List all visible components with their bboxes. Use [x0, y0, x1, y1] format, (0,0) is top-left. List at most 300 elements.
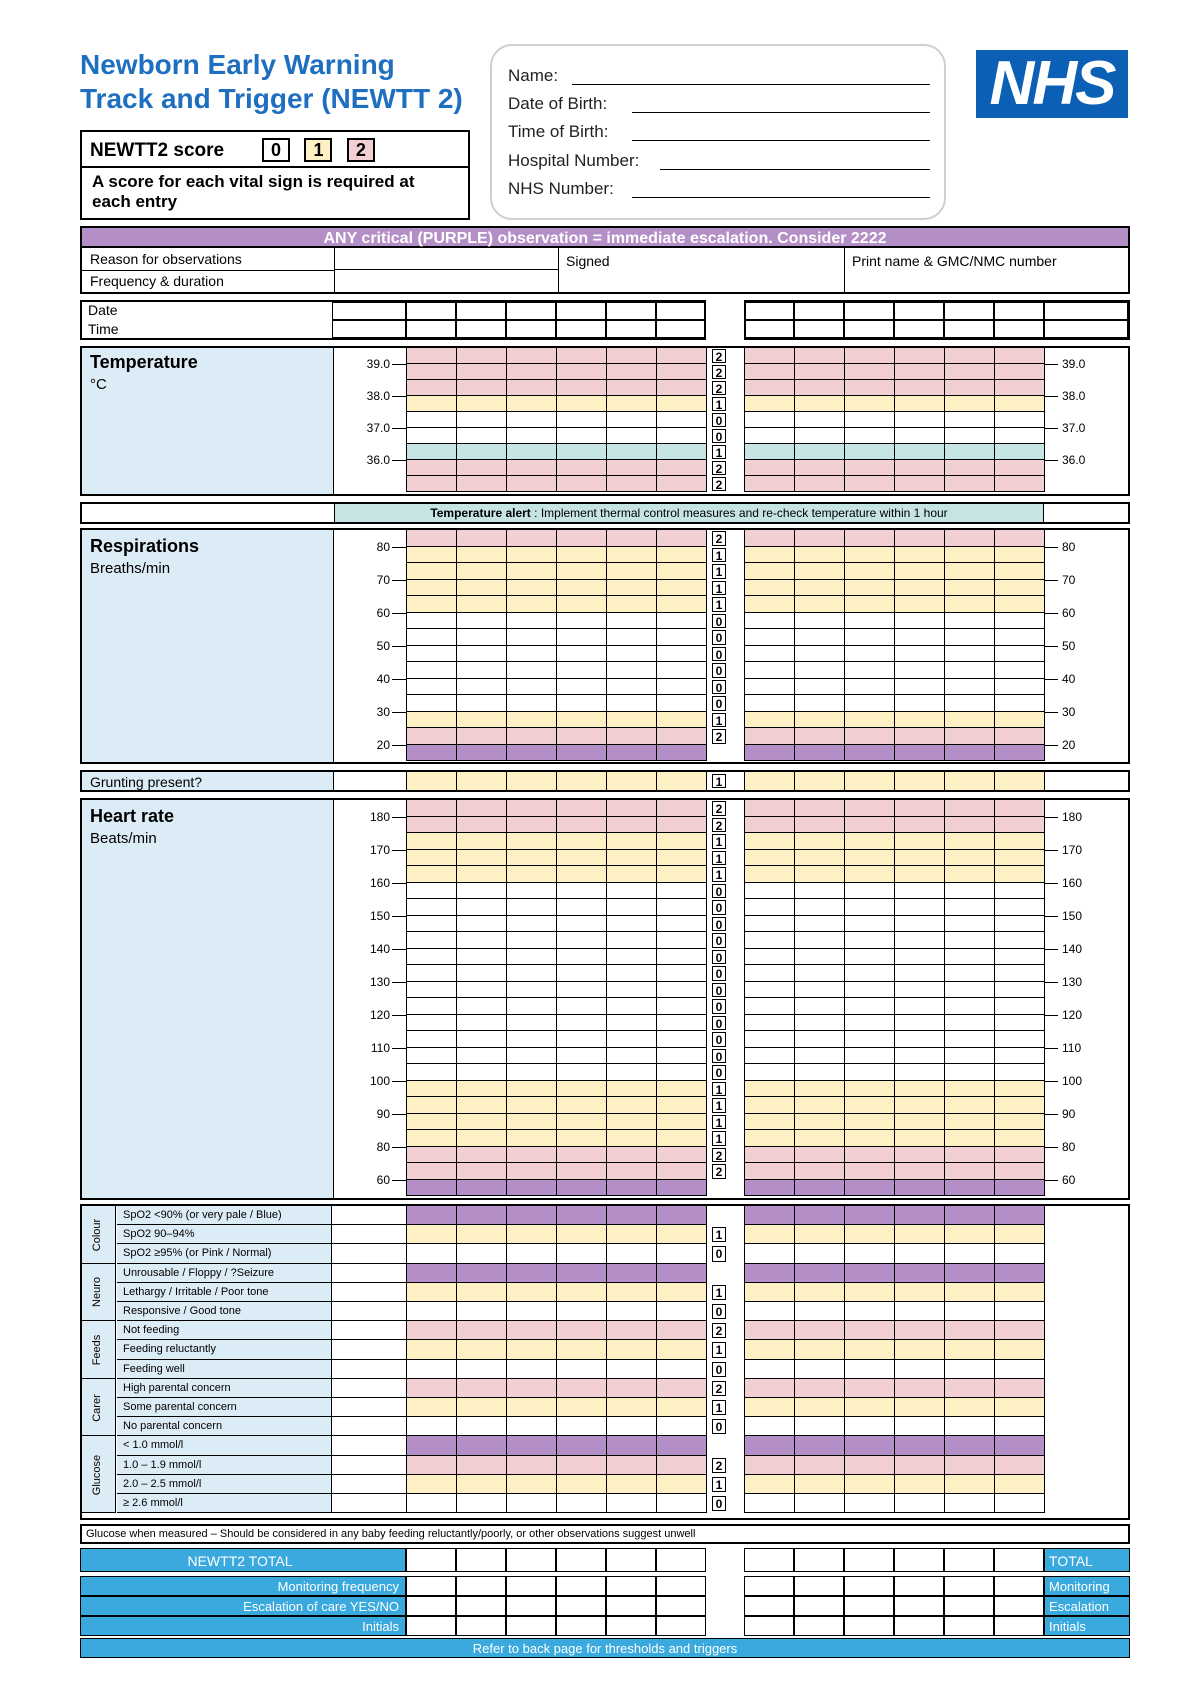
- respirations-tick-label: 30: [376, 704, 390, 719]
- grid-line: [794, 800, 795, 1196]
- initials-cell[interactable]: [506, 1616, 556, 1636]
- total-cell[interactable]: [506, 1548, 556, 1572]
- heart-rate-score: 2: [712, 1148, 726, 1163]
- tick-mark: [392, 883, 406, 884]
- grid-line: [706, 772, 707, 790]
- time-cell[interactable]: [406, 320, 456, 338]
- tick-mark: [392, 460, 406, 461]
- grid-line: [506, 530, 507, 761]
- category-group: [82, 1379, 116, 1437]
- respirations-title: Respirations: [90, 536, 200, 556]
- tick-mark: [392, 580, 406, 581]
- escalation-cell[interactable]: [656, 1596, 706, 1616]
- escalation-label-right: Escalation: [1044, 1596, 1130, 1616]
- respirations-score: 0: [712, 647, 726, 662]
- time-cell[interactable]: [556, 320, 606, 338]
- heart-rate-score: 1: [712, 1082, 726, 1097]
- dob-field[interactable]: [632, 112, 930, 113]
- temperature-score: 0: [712, 413, 726, 427]
- requirement-note: A score for each vital sign is required at each entry: [92, 172, 415, 211]
- grid-line: [744, 1206, 745, 1513]
- grid-line: [406, 772, 407, 790]
- date-cell[interactable]: [944, 302, 994, 320]
- tick-mark: [392, 982, 406, 983]
- grid-line: [456, 772, 457, 790]
- escalation-cell[interactable]: [744, 1596, 794, 1616]
- respirations-tick-label: 40: [376, 671, 390, 686]
- heart-rate-tick-label: 130: [1062, 974, 1083, 989]
- initials-cell[interactable]: [606, 1616, 656, 1636]
- time-cell[interactable]: [944, 320, 994, 338]
- escalation-cell[interactable]: [606, 1596, 656, 1616]
- escalation-cell[interactable]: [506, 1596, 556, 1616]
- tick-mark: [392, 1114, 406, 1115]
- tick-mark: [392, 547, 406, 548]
- category-score: 0: [712, 1304, 726, 1319]
- category-score: 1: [712, 1285, 726, 1300]
- grid-line: [606, 800, 607, 1196]
- monitoring-cell[interactable]: [794, 1576, 844, 1596]
- grid-line: [406, 1206, 407, 1513]
- category-score: 1: [712, 1227, 726, 1242]
- grid-line: [706, 530, 707, 761]
- category-blank-cell[interactable]: [332, 1360, 406, 1379]
- category-blank-cell[interactable]: [332, 1417, 406, 1436]
- initials-cell[interactable]: [994, 1616, 1044, 1636]
- respirations-score: 1: [712, 548, 726, 563]
- heart-rate-score: 1: [712, 1098, 726, 1113]
- category-blank-cell[interactable]: [332, 1321, 406, 1340]
- category-blank-cell[interactable]: [332, 1206, 406, 1225]
- respirations-tick-label: 70: [376, 572, 390, 587]
- grid-line: [406, 800, 407, 1196]
- total-cell[interactable]: [994, 1548, 1044, 1572]
- time-cell[interactable]: [994, 320, 1044, 338]
- temperature-score: 2: [712, 381, 726, 395]
- grid-line: [944, 530, 945, 761]
- grid-line: [406, 530, 407, 761]
- score-chip-0: 0: [262, 138, 290, 162]
- time-cell[interactable]: [794, 320, 844, 338]
- category-blank-cell[interactable]: [332, 1494, 406, 1513]
- temperature-score: 1: [712, 397, 726, 411]
- total-cell[interactable]: [606, 1548, 656, 1572]
- heart-rate-score: 1: [712, 1131, 726, 1146]
- date-cell[interactable]: [656, 302, 706, 320]
- tick-mark: [1044, 916, 1058, 917]
- monitoring-cell[interactable]: [744, 1576, 794, 1596]
- initials-cell[interactable]: [894, 1616, 944, 1636]
- date-cell[interactable]: [406, 302, 456, 320]
- heart-rate-tick-label: 90: [376, 1106, 390, 1121]
- grid-line: [894, 348, 895, 492]
- initials-cell[interactable]: [844, 1616, 894, 1636]
- grid-line: [456, 800, 457, 1196]
- tick-mark: [392, 745, 406, 746]
- category-row-label: Lethargy / Irritable / Poor tone: [117, 1283, 332, 1302]
- grid-line: [794, 348, 795, 492]
- respirations-tick-label: 50: [1062, 638, 1076, 653]
- grid-line: [556, 800, 557, 1196]
- total-label-right: TOTAL: [1044, 1548, 1130, 1572]
- category-group-label: Carer: [91, 1393, 103, 1422]
- time-cell[interactable]: [332, 320, 406, 338]
- heart-rate-score: 2: [712, 818, 726, 833]
- nhs-number-field[interactable]: [632, 197, 930, 198]
- category-blank-cell[interactable]: [332, 1340, 406, 1359]
- temperature-alert-text: Implement thermal control measures and re-check temperature within 1 hour: [540, 506, 948, 520]
- heart-rate-tick-label: 60: [1062, 1172, 1076, 1187]
- grid-line: [1044, 772, 1045, 790]
- temperature-score: 2: [712, 365, 726, 379]
- patient-name-field[interactable]: [572, 84, 930, 85]
- frequency-field[interactable]: [335, 271, 558, 292]
- temperature-tick-label: 38.0: [366, 389, 390, 403]
- escalation-cell[interactable]: [844, 1596, 894, 1616]
- nhs-logo: NHS: [976, 50, 1128, 118]
- time-cell[interactable]: [744, 320, 794, 338]
- category-row-label: 1.0 – 1.9 mmol/l: [117, 1456, 332, 1475]
- category-row-label: ≥ 2.6 mmol/l: [117, 1494, 332, 1513]
- heart-rate-tick-label: 150: [369, 908, 390, 923]
- date-cell[interactable]: [794, 302, 844, 320]
- category-score: 1: [712, 1400, 726, 1415]
- category-score: 1: [712, 1477, 726, 1492]
- tick-mark: [1044, 883, 1058, 884]
- grid-line: [994, 772, 995, 790]
- grunting-label: Grunting present?: [90, 774, 203, 790]
- grid-line: [994, 800, 995, 1196]
- heart-rate-score: 1: [712, 867, 726, 882]
- temperature-unit: °C: [90, 376, 107, 393]
- heart-rate-title: Heart rate: [90, 806, 175, 826]
- heart-rate-score: 0: [712, 1016, 726, 1031]
- initials-cell[interactable]: [944, 1616, 994, 1636]
- monitoring-label-right: Monitoring: [1044, 1576, 1130, 1596]
- grid-line: [706, 1206, 707, 1513]
- category-blank-cell[interactable]: [332, 1475, 406, 1494]
- respirations-tick-label: 20: [1062, 737, 1076, 752]
- category-group-label: Colour: [91, 1218, 103, 1251]
- time-cell[interactable]: [844, 320, 894, 338]
- date-cell[interactable]: [844, 302, 894, 320]
- grid-line: [944, 772, 945, 790]
- temperature-alert-title: Temperature alert: [430, 506, 531, 520]
- respirations-tick-label: 40: [1062, 671, 1076, 686]
- heart-rate-tick-label: 180: [1062, 809, 1083, 824]
- tick-mark: [392, 850, 406, 851]
- escalation-cell[interactable]: [456, 1596, 506, 1616]
- total-cell[interactable]: [944, 1548, 994, 1572]
- grid-line: [1044, 348, 1045, 492]
- reason-field[interactable]: [335, 248, 558, 270]
- respirations-score: 0: [712, 696, 726, 711]
- category-blank-cell[interactable]: [332, 1302, 406, 1321]
- monitoring-cell[interactable]: [944, 1576, 994, 1596]
- escalation-cell[interactable]: [556, 1596, 606, 1616]
- category-blank-cell[interactable]: [332, 1398, 406, 1417]
- grid-line: [706, 800, 707, 1196]
- tick-mark: [392, 428, 406, 429]
- category-blank-cell[interactable]: [332, 1456, 406, 1475]
- grid-line: [744, 772, 745, 790]
- tick-mark: [1044, 712, 1058, 713]
- temperature-score: 2: [712, 477, 726, 491]
- tob-label: Time of Birth:: [508, 122, 609, 141]
- grid-line: [506, 772, 507, 790]
- heart-rate-tick-label: 180: [369, 809, 390, 824]
- grid-line: [556, 530, 557, 761]
- grid-line: [556, 348, 557, 492]
- respirations-score: 1: [712, 597, 726, 612]
- respirations-score: 0: [712, 630, 726, 645]
- grid-line: [606, 348, 607, 492]
- grid-line: [506, 1206, 507, 1513]
- category-score: 0: [712, 1362, 726, 1377]
- grid-line: [944, 348, 945, 492]
- tick-mark: [1044, 982, 1058, 983]
- initials-cell[interactable]: [456, 1616, 506, 1636]
- category-group-label: Glucose: [91, 1454, 103, 1495]
- total-cell[interactable]: [406, 1548, 456, 1572]
- heart-rate-tick-label: 170: [1062, 842, 1083, 857]
- grid-line: [844, 772, 845, 790]
- heart-rate-score: 0: [712, 884, 726, 899]
- tick-mark: [392, 679, 406, 680]
- tick-mark: [392, 396, 406, 397]
- category-row-label: < 1.0 mmol/l: [117, 1436, 332, 1455]
- date-cell[interactable]: [606, 302, 656, 320]
- date-cell[interactable]: [456, 302, 506, 320]
- tick-mark: [1044, 547, 1058, 548]
- respirations-score: 2: [712, 531, 726, 546]
- signed-label: Signed: [566, 253, 610, 269]
- tob-field[interactable]: [632, 140, 930, 141]
- category-blank-cell[interactable]: [332, 1244, 406, 1263]
- initials-cell[interactable]: [744, 1616, 794, 1636]
- tick-mark: [1044, 949, 1058, 950]
- category-blank-cell[interactable]: [332, 1283, 406, 1302]
- tick-mark: [392, 1180, 406, 1181]
- category-blank-cell[interactable]: [332, 1264, 406, 1283]
- tick-mark: [1044, 1081, 1058, 1082]
- grid-line: [606, 772, 607, 790]
- category-row-label: Feeding well: [117, 1360, 332, 1379]
- heart-rate-score: 0: [712, 917, 726, 932]
- tick-mark: [1044, 850, 1058, 851]
- grid-line: [606, 1206, 607, 1513]
- escalation-cell[interactable]: [894, 1596, 944, 1616]
- grid-line: [944, 800, 945, 1196]
- date-cell[interactable]: [332, 302, 406, 320]
- category-row-label: SpO2 <90% (or very pale / Blue): [117, 1206, 332, 1225]
- tick-mark: [1044, 428, 1058, 429]
- escalation-cell[interactable]: [994, 1596, 1044, 1616]
- grid-line: [1044, 800, 1045, 1196]
- initials-cell[interactable]: [656, 1616, 706, 1636]
- category-group: [82, 1436, 116, 1513]
- escalation-cell[interactable]: [406, 1596, 456, 1616]
- grid-line: [994, 1206, 995, 1513]
- time-cell[interactable]: [606, 320, 656, 338]
- admin-block: [80, 248, 1130, 294]
- monitoring-cell[interactable]: [506, 1576, 556, 1596]
- grid-line: [406, 348, 407, 492]
- grid-line: [944, 1206, 945, 1513]
- time-cell[interactable]: [456, 320, 506, 338]
- category-score: 0: [712, 1496, 726, 1511]
- initials-label-left: Initials: [80, 1616, 406, 1636]
- respirations-score: 0: [712, 614, 726, 629]
- heart-rate-tick-label: 80: [376, 1139, 390, 1154]
- initials-cell[interactable]: [794, 1616, 844, 1636]
- monitoring-cell[interactable]: [406, 1576, 456, 1596]
- date-cell[interactable]: [894, 302, 944, 320]
- time-cell[interactable]: [894, 320, 944, 338]
- grid-line: [844, 530, 845, 761]
- total-cell[interactable]: [844, 1548, 894, 1572]
- temperature-tick-label: 36.0: [366, 453, 390, 467]
- hospital-number-field[interactable]: [660, 169, 930, 170]
- time-cell[interactable]: [1044, 320, 1128, 338]
- grid-line: [506, 800, 507, 1196]
- grid-line: [744, 800, 745, 1196]
- grid-line: [1044, 1206, 1045, 1513]
- critical-banner: ANY critical (PURPLE) observation = immediate escalation. Consider 2222: [80, 226, 1130, 248]
- category-row-label: Some parental concern: [117, 1398, 332, 1417]
- date-cell[interactable]: [506, 302, 556, 320]
- category-score: 0: [712, 1246, 726, 1261]
- grid-line: [706, 348, 707, 492]
- category-blank-cell[interactable]: [332, 1225, 406, 1244]
- heart-rate-unit: Beats/min: [90, 830, 157, 847]
- total-cell[interactable]: [656, 1548, 706, 1572]
- grid-line: [894, 530, 895, 761]
- heart-rate-tick-label: 130: [369, 974, 390, 989]
- heart-rate-score: 1: [712, 851, 726, 866]
- category-score: 1: [712, 1342, 726, 1357]
- total-cell[interactable]: [794, 1548, 844, 1572]
- grid-line: [556, 772, 557, 790]
- score-chip-2: 2: [347, 138, 375, 162]
- tick-mark: [392, 916, 406, 917]
- time-cell[interactable]: [656, 320, 706, 338]
- heart-rate-score: 2: [712, 1164, 726, 1179]
- heart-rate-tick-label: 140: [369, 941, 390, 956]
- category-row-label: 2.0 – 2.5 mmol/l: [117, 1475, 332, 1494]
- time-cell[interactable]: [506, 320, 556, 338]
- tick-mark: [1044, 396, 1058, 397]
- total-cell[interactable]: [744, 1548, 794, 1572]
- time-label: Time: [88, 321, 119, 337]
- patient-name-label: Name:: [508, 66, 559, 85]
- total-cell[interactable]: [556, 1548, 606, 1572]
- respirations-tick-label: 50: [376, 638, 390, 653]
- respirations-score: 2: [712, 729, 726, 744]
- date-cell[interactable]: [994, 302, 1044, 320]
- tick-mark: [392, 1147, 406, 1148]
- temperature-tick-label: 38.0: [1062, 389, 1086, 403]
- tick-mark: [1044, 1048, 1058, 1049]
- grid-line: [656, 800, 657, 1196]
- glucose-note: Glucose when measured – Should be considered in any baby feeding reluctantly/poorly, or other observations suggest unwell: [80, 1524, 1130, 1544]
- monitoring-cell[interactable]: [994, 1576, 1044, 1596]
- initials-cell[interactable]: [406, 1616, 456, 1636]
- monitoring-cell[interactable]: [894, 1576, 944, 1596]
- grid-line: [606, 530, 607, 761]
- respirations-tick-label: 70: [1062, 572, 1076, 587]
- grid-line: [656, 348, 657, 492]
- respirations-score: 1: [712, 713, 726, 728]
- monitoring-cell[interactable]: [844, 1576, 894, 1596]
- heart-rate-score: 0: [712, 1032, 726, 1047]
- total-cell[interactable]: [456, 1548, 506, 1572]
- grid-line: [556, 1206, 557, 1513]
- escalation-cell[interactable]: [944, 1596, 994, 1616]
- tick-mark: [392, 817, 406, 818]
- monitoring-cell[interactable]: [556, 1576, 606, 1596]
- monitoring-cell[interactable]: [456, 1576, 506, 1596]
- heart-rate-score: 0: [712, 900, 726, 915]
- respirations-score: 1: [712, 581, 726, 596]
- requirement-box: [80, 168, 470, 220]
- tick-mark: [392, 712, 406, 713]
- heart-rate-score: 0: [712, 1049, 726, 1064]
- heart-rate-tick-label: 60: [376, 1172, 390, 1187]
- initials-label-right: Initials: [1044, 1616, 1130, 1636]
- respirations-tick-label: 20: [376, 737, 390, 752]
- category-blank-cell[interactable]: [332, 1436, 406, 1455]
- temperature-tick-label: 37.0: [1062, 421, 1086, 435]
- temperature-score: 2: [712, 349, 726, 363]
- print-name-label: Print name & GMC/NMC number: [852, 253, 1057, 269]
- heart-rate-score: 0: [712, 983, 726, 998]
- tick-mark: [1044, 580, 1058, 581]
- grid-line: [456, 348, 457, 492]
- date-cell[interactable]: [1044, 302, 1128, 320]
- heart-rate-tick-label: 110: [1062, 1040, 1082, 1055]
- total-cell[interactable]: [894, 1548, 944, 1572]
- grid-line: [794, 530, 795, 761]
- temperature-alert: Temperature alert : Implement thermal control measures and re-check temperature within 1 hour: [334, 504, 1044, 522]
- tick-mark: [1044, 817, 1058, 818]
- temperature-score: 1: [712, 445, 726, 459]
- date-cell[interactable]: [556, 302, 606, 320]
- heart-rate-tick-label: 150: [1062, 908, 1083, 923]
- category-group-label: Feeds: [91, 1334, 103, 1366]
- category-row-label: Responsive / Good tone: [117, 1302, 332, 1321]
- escalation-cell[interactable]: [794, 1596, 844, 1616]
- initials-cell[interactable]: [556, 1616, 606, 1636]
- category-blank-cell[interactable]: [332, 1379, 406, 1398]
- category-row-label: Feeding reluctantly: [117, 1340, 332, 1359]
- tick-mark: [1044, 613, 1058, 614]
- date-cell[interactable]: [744, 302, 794, 320]
- tick-mark: [1044, 1180, 1058, 1181]
- heart-rate-tick-label: 120: [369, 1007, 390, 1022]
- nhs-number-label: NHS Number:: [508, 179, 614, 198]
- temperature-tick-label: 37.0: [366, 421, 390, 435]
- grid-line: [894, 800, 895, 1196]
- monitoring-cell[interactable]: [606, 1576, 656, 1596]
- tick-mark: [1044, 745, 1058, 746]
- monitoring-cell[interactable]: [656, 1576, 706, 1596]
- escalation-label-left: Escalation of care YES/NO: [80, 1596, 406, 1616]
- heart-rate-score: 0: [712, 999, 726, 1014]
- category-score: 0: [712, 1419, 726, 1434]
- grid-line: [844, 800, 845, 1196]
- hospital-number-label: Hospital Number:: [508, 151, 640, 170]
